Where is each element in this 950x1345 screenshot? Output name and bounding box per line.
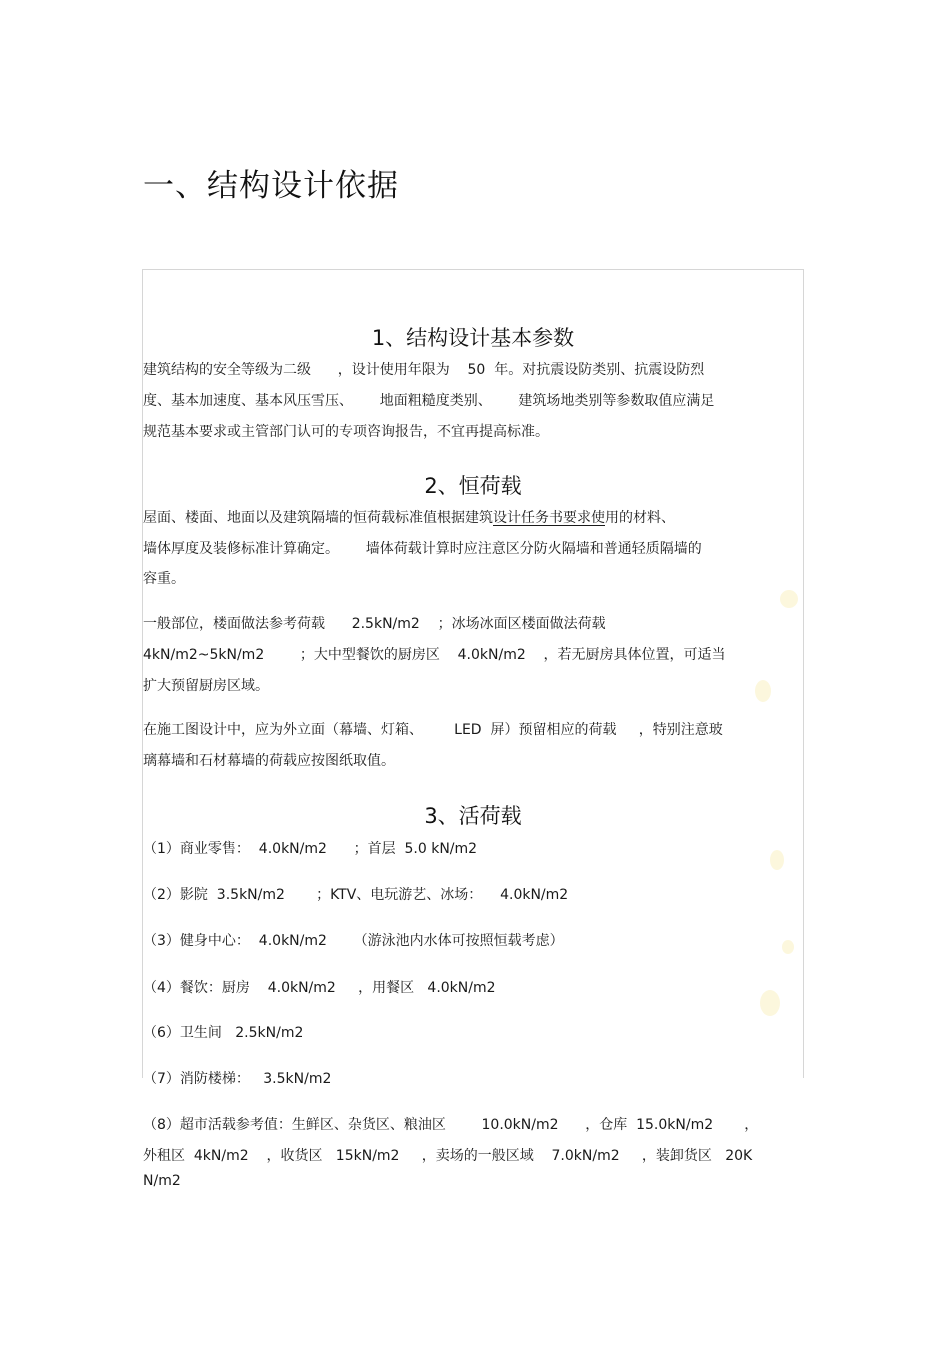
section-heading-live-load: 3、活荷载 <box>424 804 522 828</box>
list-item: （8）超市活载参考值：生鲜区、杂货区、粮油区 10.0kN/m2 ，仓库 15.0kN/m2 ， <box>143 1117 759 1133</box>
section-heading-basic-parameters: 1、结构设计基本参数 <box>371 326 575 350</box>
section-heading-dead-load: 2、恒荷载 <box>424 474 522 498</box>
content-frame <box>142 269 804 1078</box>
paragraph-line <box>143 509 803 527</box>
list-item: 外租区 4kN/m2 ，收货区 15kN/m2 ，卖场的一般区域 7.0kN/m2 ，装卸货区 20K <box>143 1148 753 1164</box>
paragraph-line: 容重。 <box>143 571 185 587</box>
list-item: （3）健身中心： 4.0kN/m2 （游泳池内水体可按照恒载考虑） <box>143 933 564 949</box>
paragraph-line: 一般部位，楼面做法参考荷载 2.5kN/m2 ；冰场冰面区楼面做法荷载 <box>143 616 606 632</box>
list-item: N/m2 <box>143 1173 181 1189</box>
line-text: 用的材料、 <box>605 510 675 526</box>
paragraph-line: 建筑结构的安全等级为二级 ，设计使用年限为 50 年。对抗震设防类别、抗震设防烈 <box>143 362 705 378</box>
paragraph-line: 规范基本要求或主管部门认可的专项咨询报告，不宜再提高标准。 <box>143 424 549 440</box>
list-item: （4）餐饮：厨房 4.0kN/m2 ，用餐区 4.0kN/m2 <box>143 980 496 996</box>
list-item: （2）影院 3.5kN/m2 ；KTV、电玩游艺、冰场： 4.0kN/m2 <box>143 887 569 903</box>
paragraph-line: 4kN/m2~5kN/m2 ；大中型餐饮的厨房区 4.0kN/m2 ，若无厨房具体位置，可适当 <box>143 647 726 663</box>
paragraph-line: 扩大预留厨房区域。 <box>143 678 269 694</box>
list-item: （6）卫生间 2.5kN/m2 <box>143 1025 304 1041</box>
page-title: 一、结构设计依据 <box>143 168 399 204</box>
paragraph-line: 在施工图设计中，应为外立面（幕墙、灯箱、 LED 屏）预留相应的荷载 ，特别注意玻 <box>143 722 723 738</box>
underlined-text: 设计任务书要求使 <box>493 510 605 526</box>
list-item: （1）商业零售： 4.0kN/m2 ；首层 5.0 kN/m2 <box>143 841 478 857</box>
line-text: 屋面、楼面、地面以及建筑隔墙的恒荷载标准值根据建筑 <box>143 510 493 526</box>
paragraph-line: 璃幕墙和石材幕墙的荷载应按图纸取值。 <box>143 753 395 769</box>
paragraph-line: 墙体厚度及装修标准计算确定。 墙体荷载计算时应注意区分防火隔墙和普通轻质隔墙的 <box>143 541 702 557</box>
list-item: （7）消防楼梯： 3.5kN/m2 <box>143 1071 332 1087</box>
paragraph-line: 度、基本加速度、基本风压雪压、 地面粗糙度类别、 建筑场地类别等参数取值应满足 <box>143 393 715 409</box>
